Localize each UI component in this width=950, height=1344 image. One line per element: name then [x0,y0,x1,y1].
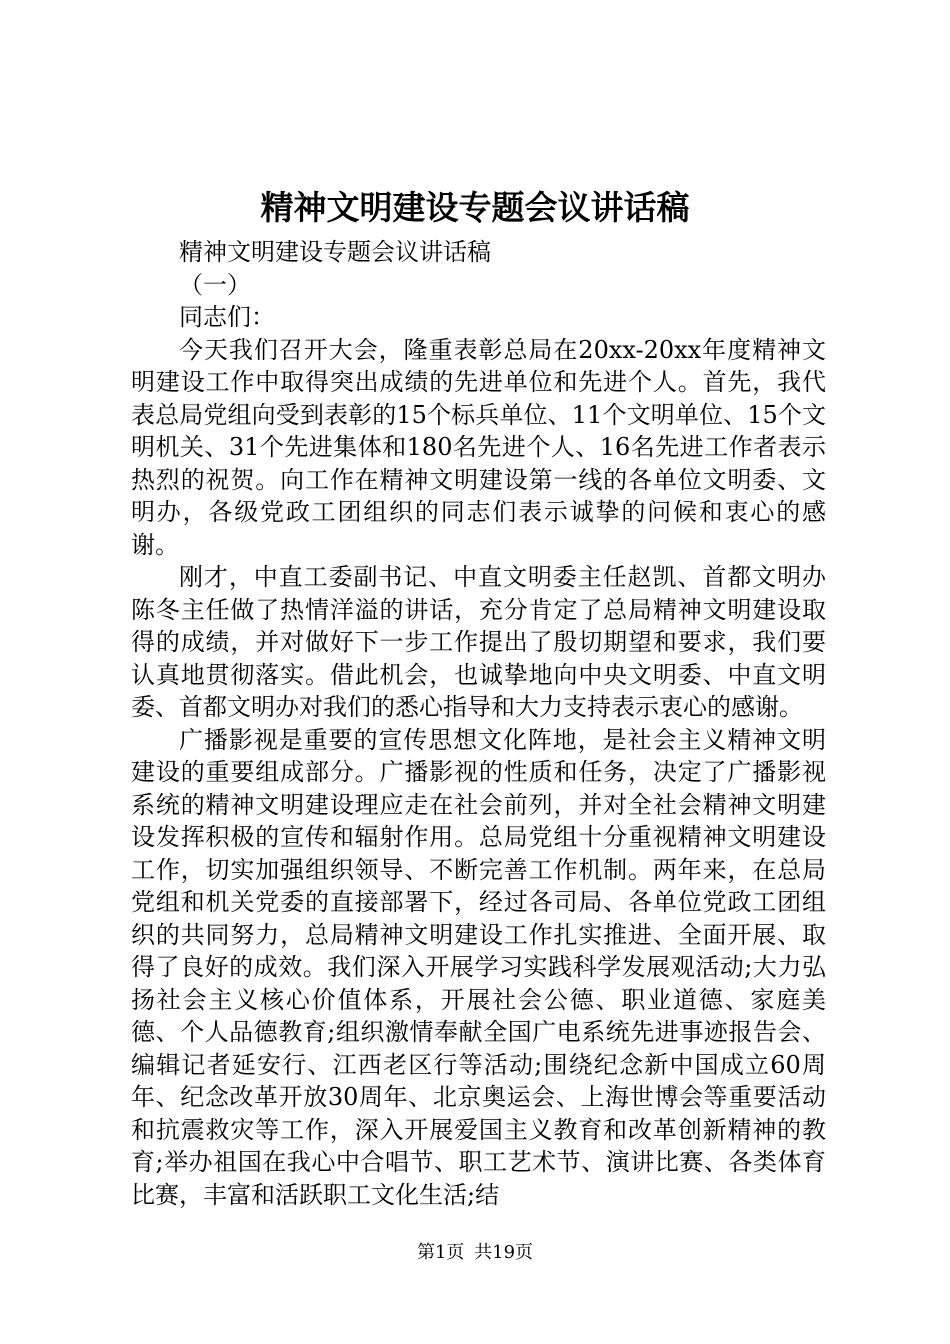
document-body [131,236,826,1211]
paragraph-1: 今天我们召开大会，隆重表彰总局在20xx-20xx年度精神文明建设工作中取得突出成绩的先进单位和先进个人。首先，我代表总局党组向受到表彰的15个标兵单位、11个文明单位、15个文明机关、31个先进集体和180名先进个人、16名先进工作者表示热烈的祝贺。向工作在精神文明建设第一线的各单位文明委、文明办，各级党政工团组织的同志们表示诚挚的问候和衷心的感谢。 [131,335,826,559]
page-number: 第1页 [416,1242,465,1263]
document-title: 精神文明建设专题会议讲话稿 [260,188,690,227]
document-subtitle: 精神文明建设专题会议讲话稿 [179,238,491,266]
section-marker: （一） [179,270,251,299]
page-footer [0,1240,950,1266]
page-total: 共19页 [474,1242,534,1263]
paragraph-3: 广播影视是重要的宣传思想文化阵地，是社会主义精神文明建设的重要组成部分。广播影视的性质和任务，决定了广播影视系统的精神文明建设理应走在社会前列，并对全社会精神文明建设发挥积极的宣传和辐射作用。总局党组十分重视精神文明建设工作，切实加强组织领导、不断完善工作机制。两年来，在总局党组和机关党委的直接部署下，经过各司局、各单位党政工团组织的共同努力，总局精神文明建设工作扎实推进、全面开展、取得了良好的成效。我们深入开展学习实践科学发展观活动;大力弘扬社会主义核心价值体系，开展社会公德、职业道德、家庭美德、个人品德教育;组织激情奉献全国广电系统先进事迹报告会、编辑记者延安行、江西老区行等活动;围绕纪念新中国成立60周年、纪念改革开放30周年、北京奥运会、上海世博会等重要活动和抗震救灾等工作，深入开展爱国主义教育和改革创新精神的教育;举办祖国在我心中合唱节、职工艺术节、演讲比赛、各类体育比赛，丰富和活跃职工文化生活;结 [131,725,826,1209]
paragraph-2: 刚才，中直工委副书记、中直文明委主任赵凯、首都文明办陈冬主任做了热情洋溢的讲话，充分肯定了总局精神文明建设取得的成绩，并对做好下一步工作提出了殷切期望和要求，我们要认真地贯彻落实。借此机会，也诚挚地向中央文明委、中直文明委、首都文明办对我们的悉心指导和大力支持表示衷心的感谢。 [131,563,826,721]
salutation: 同志们： [179,303,275,331]
